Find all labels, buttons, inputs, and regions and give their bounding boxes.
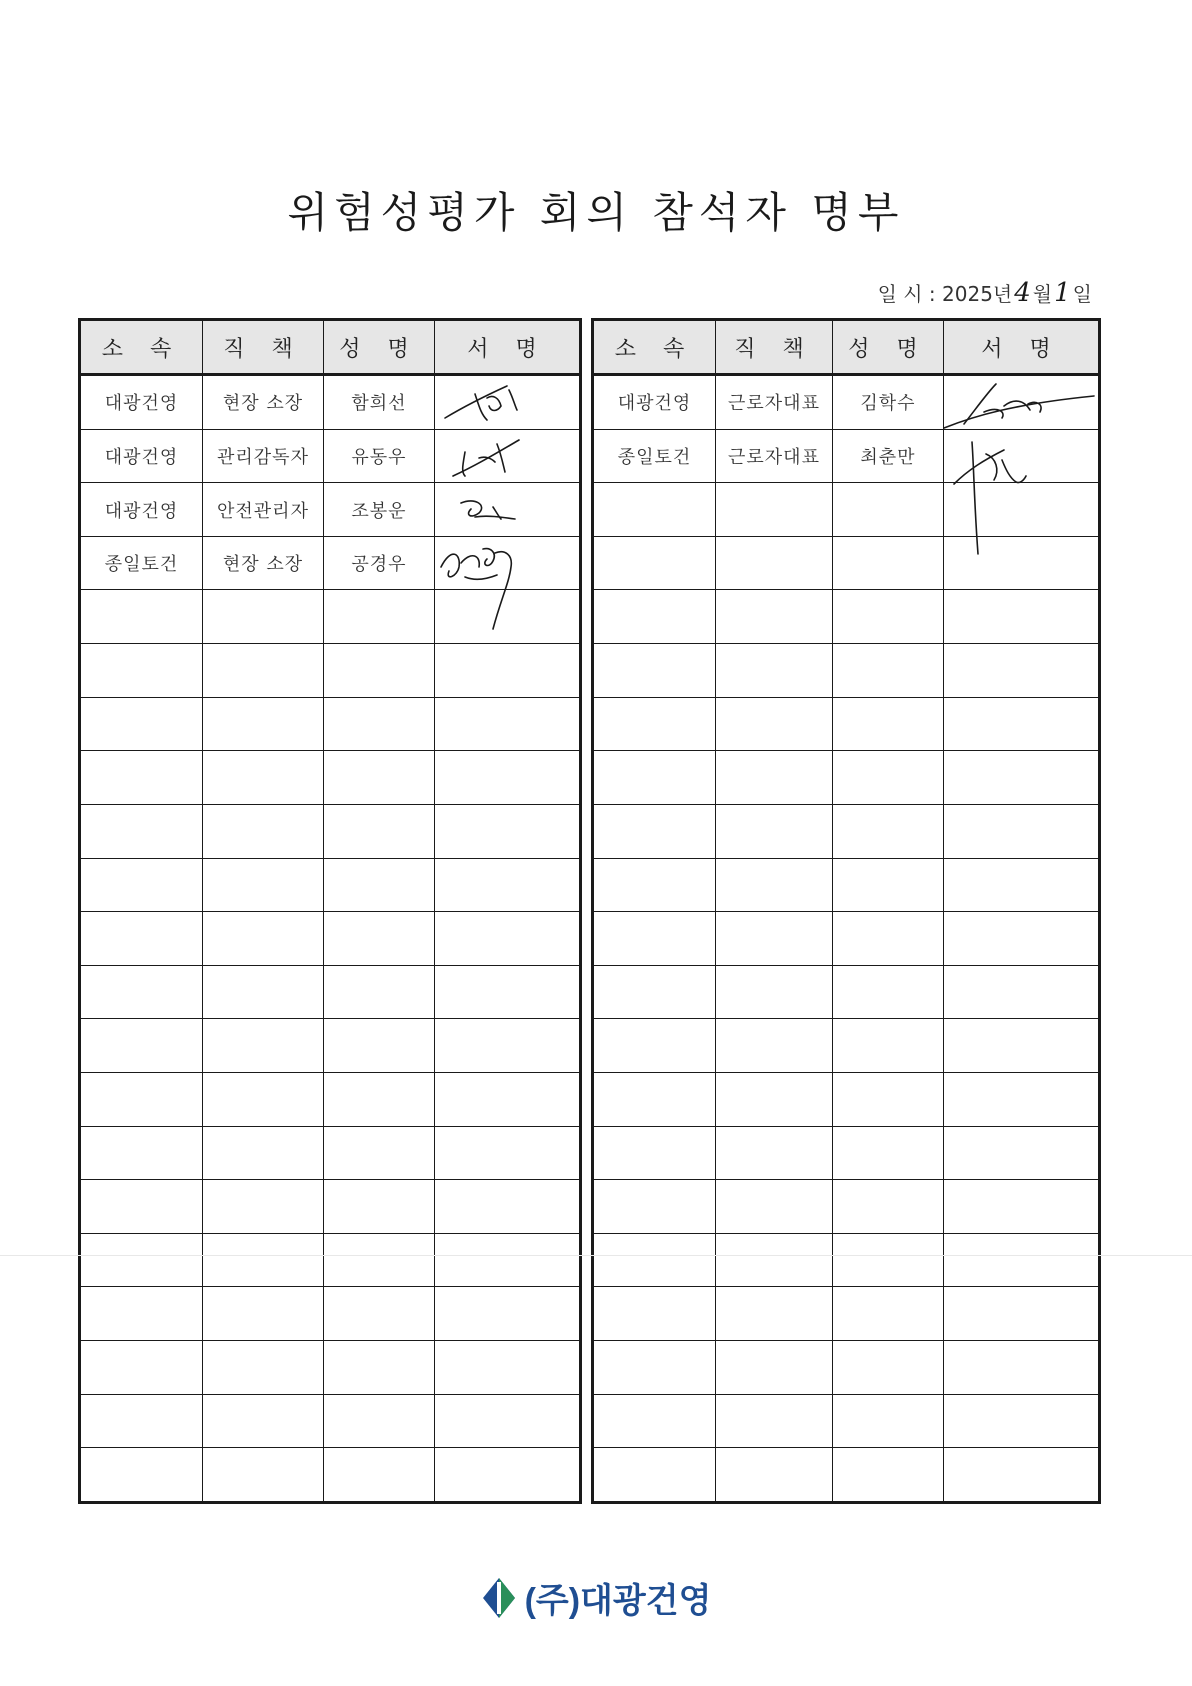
org-cell <box>593 697 716 751</box>
org-cell <box>593 644 716 698</box>
org-cell <box>80 1126 203 1180</box>
signature-cell <box>944 1394 1100 1448</box>
name-cell <box>324 965 435 1019</box>
signature-cell <box>944 1448 1100 1503</box>
name-cell <box>324 858 435 912</box>
position-cell: 근로자대표 <box>716 429 833 483</box>
attendee-row <box>593 1233 1100 1287</box>
handwritten-signature <box>435 376 545 428</box>
attendee-row <box>80 1287 581 1341</box>
name-cell <box>324 644 435 698</box>
attendee-row <box>80 697 581 751</box>
position-cell <box>203 644 324 698</box>
signature-cell <box>944 751 1100 805</box>
name-cell <box>324 1287 435 1341</box>
attendee-row <box>80 912 581 966</box>
position-cell: 현장 소장 <box>203 375 324 430</box>
name-cell <box>833 536 944 590</box>
attendee-row <box>593 644 1100 698</box>
position-cell <box>203 1019 324 1073</box>
name-cell <box>833 1340 944 1394</box>
org-cell <box>593 1233 716 1287</box>
signature-cell <box>435 1072 581 1126</box>
header-org: 소 속 <box>593 320 716 375</box>
position-cell <box>203 590 324 644</box>
name-cell <box>833 590 944 644</box>
org-cell <box>80 590 203 644</box>
position-cell <box>203 751 324 805</box>
org-cell <box>80 644 203 698</box>
signature-cell <box>944 1072 1100 1126</box>
header-name: 성 명 <box>833 320 944 375</box>
org-cell: 대광건영 <box>80 429 203 483</box>
org-cell <box>80 1019 203 1073</box>
signature-cell <box>944 1233 1100 1287</box>
attendee-row <box>80 590 581 644</box>
position-cell: 근로자대표 <box>716 375 833 430</box>
attendee-row <box>80 1233 581 1287</box>
name-cell <box>833 1448 944 1503</box>
header-position: 직 책 <box>203 320 324 375</box>
position-cell: 관리감독자 <box>203 429 324 483</box>
position-cell <box>716 536 833 590</box>
name-cell <box>833 1287 944 1341</box>
name-cell: 유동우 <box>324 429 435 483</box>
attendee-row <box>593 590 1100 644</box>
name-cell <box>833 1394 944 1448</box>
signature-cell <box>944 1287 1100 1341</box>
signature-cell <box>435 1126 581 1180</box>
attendee-row <box>80 1394 581 1448</box>
attendee-row <box>593 1180 1100 1234</box>
signature-cell <box>944 590 1100 644</box>
attendee-row <box>593 912 1100 966</box>
org-cell <box>593 1072 716 1126</box>
attendee-row <box>593 965 1100 1019</box>
name-cell <box>833 697 944 751</box>
signature-cell <box>435 858 581 912</box>
attendee-table-right <box>591 318 1101 1504</box>
org-cell <box>80 965 203 1019</box>
org-cell: 종일토건 <box>593 429 716 483</box>
signature-cell <box>435 1394 581 1448</box>
attendee-row <box>80 1180 581 1234</box>
org-cell <box>593 1340 716 1394</box>
header-row <box>80 320 581 375</box>
name-cell <box>833 644 944 698</box>
scan-artifact-line <box>0 1255 1192 1256</box>
position-cell <box>203 1287 324 1341</box>
name-cell: 공경우 <box>324 536 435 590</box>
signature-cell <box>435 483 581 537</box>
header-signature: 서 명 <box>435 320 581 375</box>
position-cell <box>716 1287 833 1341</box>
attendee-row <box>80 965 581 1019</box>
name-cell <box>324 1448 435 1503</box>
attendee-row <box>593 375 1100 430</box>
position-cell <box>716 858 833 912</box>
name-cell <box>833 912 944 966</box>
attendee-row <box>80 1340 581 1394</box>
signature-cell <box>435 804 581 858</box>
position-cell <box>203 1180 324 1234</box>
name-cell: 최춘만 <box>833 429 944 483</box>
attendee-row <box>593 858 1100 912</box>
signature-cell <box>435 697 581 751</box>
org-cell: 대광건영 <box>593 375 716 430</box>
date-month: 4 <box>1014 278 1031 308</box>
org-cell <box>593 858 716 912</box>
date-month-label: 월 <box>1032 282 1053 306</box>
name-cell <box>833 1072 944 1126</box>
date-line <box>878 278 1092 308</box>
signature-cell <box>435 1233 581 1287</box>
signature-cell <box>944 858 1100 912</box>
org-cell <box>593 965 716 1019</box>
name-cell <box>324 1340 435 1394</box>
position-cell <box>716 751 833 805</box>
attendee-row <box>80 1072 581 1126</box>
org-cell <box>593 483 716 537</box>
handwritten-signature <box>944 376 1054 428</box>
header-position: 직 책 <box>716 320 833 375</box>
attendee-row <box>593 804 1100 858</box>
attendee-table-left <box>78 318 582 1504</box>
attendee-row <box>80 1448 581 1503</box>
attendee-row <box>80 1126 581 1180</box>
signature-cell <box>435 751 581 805</box>
signature-cell <box>944 1126 1100 1180</box>
signature-cell <box>944 644 1100 698</box>
org-cell <box>80 804 203 858</box>
attendee-row <box>593 697 1100 751</box>
org-cell: 대광건영 <box>80 483 203 537</box>
position-cell <box>716 1180 833 1234</box>
header-org: 소 속 <box>80 320 203 375</box>
org-cell <box>80 1394 203 1448</box>
position-cell: 현장 소장 <box>203 536 324 590</box>
attendee-row <box>80 483 581 537</box>
name-cell <box>833 483 944 537</box>
attendee-row <box>593 1019 1100 1073</box>
position-cell <box>716 1340 833 1394</box>
position-cell <box>716 804 833 858</box>
position-cell <box>716 644 833 698</box>
attendee-row <box>593 1072 1100 1126</box>
company-name: (주)대광건영 <box>524 1582 712 1620</box>
page-title: 위험성평가 회의 참석자 명부 <box>287 188 905 237</box>
name-cell <box>324 1180 435 1234</box>
org-cell <box>593 590 716 644</box>
org-cell <box>593 1126 716 1180</box>
name-cell <box>833 1126 944 1180</box>
attendee-row <box>593 1394 1100 1448</box>
position-cell <box>203 1340 324 1394</box>
attendee-row <box>593 483 1100 537</box>
name-cell <box>324 804 435 858</box>
name-cell: 조봉운 <box>324 483 435 537</box>
position-cell <box>203 1448 324 1503</box>
signature-cell <box>944 375 1100 430</box>
name-cell <box>833 965 944 1019</box>
signature-cell <box>944 429 1100 483</box>
signature-cell <box>944 536 1100 590</box>
attendee-row <box>80 429 581 483</box>
signature-cell <box>435 1287 581 1341</box>
signature-cell <box>435 965 581 1019</box>
signature-cell <box>435 912 581 966</box>
attendee-row <box>593 751 1100 805</box>
attendee-row <box>80 644 581 698</box>
handwritten-signature <box>435 483 545 535</box>
position-cell <box>716 1019 833 1073</box>
header-row <box>593 320 1100 375</box>
header-signature: 서 명 <box>944 320 1100 375</box>
signature-cell <box>944 1019 1100 1073</box>
position-cell <box>716 1126 833 1180</box>
handwritten-signature <box>435 537 545 589</box>
signature-cell <box>435 375 581 430</box>
org-cell <box>80 858 203 912</box>
attendee-row <box>593 1126 1100 1180</box>
name-cell <box>833 804 944 858</box>
name-cell <box>833 1180 944 1234</box>
position-cell <box>716 483 833 537</box>
position-cell <box>203 1233 324 1287</box>
position-cell <box>716 1233 833 1287</box>
org-cell <box>80 697 203 751</box>
position-cell <box>203 1394 324 1448</box>
position-cell <box>716 1448 833 1503</box>
position-cell <box>203 804 324 858</box>
signature-cell <box>944 483 1100 537</box>
attendee-row <box>593 536 1100 590</box>
org-cell <box>80 1072 203 1126</box>
org-cell <box>80 1448 203 1503</box>
name-cell <box>324 751 435 805</box>
org-cell <box>593 751 716 805</box>
signature-cell <box>944 965 1100 1019</box>
name-cell: 함희선 <box>324 375 435 430</box>
signature-cell <box>944 912 1100 966</box>
signature-cell <box>435 1180 581 1234</box>
org-cell <box>593 1394 716 1448</box>
name-cell <box>324 590 435 644</box>
position-cell <box>203 1126 324 1180</box>
org-cell <box>593 1180 716 1234</box>
attendee-row <box>80 858 581 912</box>
name-cell <box>833 858 944 912</box>
signature-cell <box>435 1340 581 1394</box>
signature-cell <box>944 1180 1100 1234</box>
name-cell: 김학수 <box>833 375 944 430</box>
position-cell <box>716 912 833 966</box>
attendee-row <box>80 375 581 430</box>
handwritten-signature <box>944 430 1054 482</box>
position-cell <box>203 697 324 751</box>
attendee-row <box>80 536 581 590</box>
org-cell <box>593 912 716 966</box>
name-cell <box>833 1019 944 1073</box>
name-cell <box>324 1233 435 1287</box>
position-cell <box>716 697 833 751</box>
signature-cell <box>435 1448 581 1503</box>
signature-cell <box>435 644 581 698</box>
name-cell <box>833 1233 944 1287</box>
position-cell <box>716 965 833 1019</box>
position-cell <box>203 912 324 966</box>
signature-cell <box>944 1340 1100 1394</box>
org-cell: 대광건영 <box>80 375 203 430</box>
org-cell <box>80 1340 203 1394</box>
org-cell <box>593 1019 716 1073</box>
attendee-row <box>80 1019 581 1073</box>
header-name: 성 명 <box>324 320 435 375</box>
signature-cell <box>435 1019 581 1073</box>
attendee-row <box>593 1448 1100 1503</box>
footer <box>0 1573 1192 1622</box>
org-cell <box>80 1233 203 1287</box>
position-cell <box>203 1072 324 1126</box>
position-cell <box>716 590 833 644</box>
org-cell <box>593 1448 716 1503</box>
org-cell <box>593 536 716 590</box>
diamond-logo-icon <box>481 1576 517 1620</box>
attendee-row <box>593 1340 1100 1394</box>
signature-cell <box>435 536 581 590</box>
org-cell <box>593 804 716 858</box>
attendee-row <box>80 751 581 805</box>
name-cell <box>833 751 944 805</box>
name-cell <box>324 697 435 751</box>
position-cell <box>716 1072 833 1126</box>
name-cell <box>324 1072 435 1126</box>
position-cell <box>203 858 324 912</box>
position-cell <box>203 965 324 1019</box>
signature-cell <box>944 697 1100 751</box>
org-cell <box>80 751 203 805</box>
name-cell <box>324 912 435 966</box>
name-cell <box>324 1019 435 1073</box>
position-cell: 안전관리자 <box>203 483 324 537</box>
org-cell <box>593 1287 716 1341</box>
attendee-row <box>593 429 1100 483</box>
org-cell <box>80 1180 203 1234</box>
signature-cell <box>944 804 1100 858</box>
date-day: 1 <box>1054 278 1071 308</box>
date-day-label: 일 <box>1072 282 1092 306</box>
signature-cell <box>435 429 581 483</box>
handwritten-signature <box>435 430 545 482</box>
name-cell <box>324 1394 435 1448</box>
org-cell: 종일토건 <box>80 536 203 590</box>
org-cell <box>80 1287 203 1341</box>
date-prefix: 일 시 : 2025년 <box>877 282 1013 306</box>
signature-cell <box>435 590 581 644</box>
org-cell <box>80 912 203 966</box>
position-cell <box>716 1394 833 1448</box>
attendee-row <box>80 804 581 858</box>
name-cell <box>324 1126 435 1180</box>
attendee-row <box>593 1287 1100 1341</box>
